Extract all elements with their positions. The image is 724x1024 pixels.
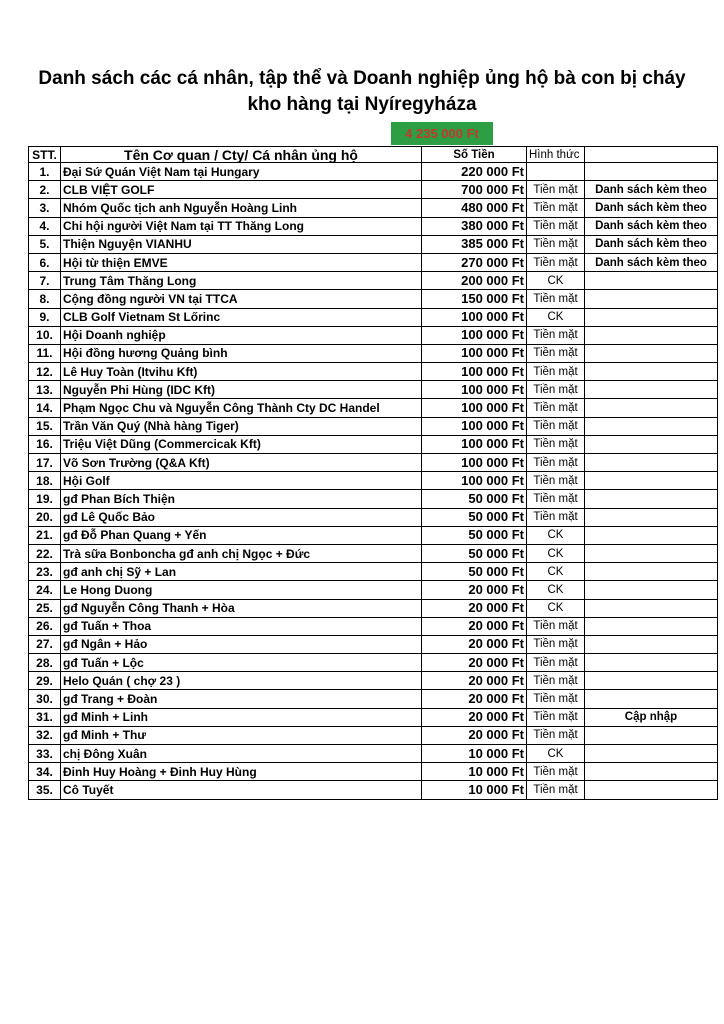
table-row (29, 235, 718, 253)
amount: 100 000 Ft (422, 399, 527, 417)
note (585, 490, 718, 508)
note (585, 599, 718, 617)
row-number: 1. (29, 163, 61, 181)
donor-name: gđ Nguyễn Công Thanh + Hòa (61, 599, 422, 617)
amount: 200 000 Ft (422, 272, 527, 290)
note (585, 654, 718, 672)
row-number: 15. (29, 417, 61, 435)
header-amount: Số Tiền (422, 147, 527, 163)
payment-method: Tiền mặt (527, 290, 585, 308)
table-row (29, 253, 718, 271)
note (585, 526, 718, 544)
table-row (29, 708, 718, 726)
note: Cập nhập (585, 708, 718, 726)
row-number: 5. (29, 235, 61, 253)
note (585, 399, 718, 417)
donor-name: gđ Minh + Thư (61, 726, 422, 744)
table-row (29, 617, 718, 635)
donor-name: Nguyễn Phi Hùng (IDC Kft) (61, 381, 422, 399)
table-row (29, 272, 718, 290)
table-row (29, 599, 718, 617)
total-amount: 4 235 000 Ft (391, 122, 493, 145)
amount: 100 000 Ft (422, 308, 527, 326)
donor-name: Helo Quán ( chợ 23 ) (61, 672, 422, 690)
row-number: 23. (29, 563, 61, 581)
table-row (29, 544, 718, 562)
payment-method: Tiền mặt (527, 654, 585, 672)
table-row (29, 490, 718, 508)
note (585, 435, 718, 453)
amount: 20 000 Ft (422, 635, 527, 653)
table-row (29, 454, 718, 472)
donor-name: Trung Tâm Thăng Long (61, 272, 422, 290)
row-number: 17. (29, 454, 61, 472)
table-row (29, 181, 718, 199)
payment-method: CK (527, 272, 585, 290)
amount: 100 000 Ft (422, 381, 527, 399)
note (585, 617, 718, 635)
payment-method: CK (527, 544, 585, 562)
row-number: 35. (29, 781, 61, 799)
donor-name: Hội từ thiện EMVE (61, 253, 422, 271)
payment-method: CK (527, 526, 585, 544)
payment-method: Tiền mặt (527, 781, 585, 799)
row-number: 32. (29, 726, 61, 744)
row-number: 10. (29, 326, 61, 344)
header-method: Hình thức (527, 147, 585, 163)
donor-name: chị Đông Xuân (61, 745, 422, 763)
payment-method: Tiền mặt (527, 381, 585, 399)
payment-method: Tiền mặt (527, 399, 585, 417)
note (585, 272, 718, 290)
donor-name: Trà sữa Bonboncha gđ anh chị Ngọc + Đức (61, 544, 422, 562)
payment-method: Tiền mặt (527, 253, 585, 271)
row-number: 9. (29, 308, 61, 326)
note (585, 363, 718, 381)
note (585, 454, 718, 472)
donor-name: Hội đồng hương Quảng bình (61, 344, 422, 362)
row-number: 21. (29, 526, 61, 544)
table-row (29, 635, 718, 653)
note (585, 690, 718, 708)
donor-name: Triệu Việt Dũng (Commercicak Kft) (61, 435, 422, 453)
row-number: 11. (29, 344, 61, 362)
table-row (29, 308, 718, 326)
row-number: 28. (29, 654, 61, 672)
row-number: 8. (29, 290, 61, 308)
donor-name: Đinh Huy Hoàng + Đinh Huy Hùng (61, 763, 422, 781)
note (585, 745, 718, 763)
amount: 20 000 Ft (422, 690, 527, 708)
row-number: 26. (29, 617, 61, 635)
payment-method: Tiền mặt (527, 635, 585, 653)
table-row (29, 508, 718, 526)
donor-name: Cộng đồng người VN tại TTCA (61, 290, 422, 308)
row-number: 19. (29, 490, 61, 508)
header-stt: STT. (29, 147, 61, 163)
note (585, 508, 718, 526)
donor-name: Phạm Ngọc Chu và Nguyễn Công Thành Cty DC Handel (61, 399, 422, 417)
donor-name: Trần Văn Quý (Nhà hàng Tiger) (61, 417, 422, 435)
payment-method: Tiền mặt (527, 417, 585, 435)
amount: 100 000 Ft (422, 454, 527, 472)
payment-method: Tiền mặt (527, 454, 585, 472)
donor-name: gđ Đỗ Phan Quang + Yến (61, 526, 422, 544)
table-row (29, 163, 718, 181)
amount: 270 000 Ft (422, 253, 527, 271)
payment-method: Tiền mặt (527, 672, 585, 690)
payment-method (527, 163, 585, 181)
amount: 100 000 Ft (422, 472, 527, 490)
amount: 50 000 Ft (422, 563, 527, 581)
note (585, 417, 718, 435)
payment-method: Tiền mặt (527, 344, 585, 362)
payment-method: Tiền mặt (527, 763, 585, 781)
table-header-row (29, 147, 718, 163)
donor-name: Đại Sứ Quán Việt Nam tại Hungary (61, 163, 422, 181)
donor-name: gđ Minh + Linh (61, 708, 422, 726)
payment-method: Tiền mặt (527, 326, 585, 344)
donor-name: gđ Ngân + Hảo (61, 635, 422, 653)
row-number: 30. (29, 690, 61, 708)
payment-method: Tiền mặt (527, 708, 585, 726)
table-row (29, 399, 718, 417)
header-note (585, 147, 718, 163)
note: Danh sách kèm theo (585, 235, 718, 253)
amount: 50 000 Ft (422, 526, 527, 544)
donor-name: CLB Golf Vietnam St Lőrinc (61, 308, 422, 326)
amount: 220 000 Ft (422, 163, 527, 181)
title-line-2: kho hàng tại Nyíregyháza (247, 94, 477, 115)
title-line-1: Danh sách các cá nhân, tập thể và Doanh nghiệp ủng hộ bà con bị cháy (38, 68, 686, 89)
row-number: 4. (29, 217, 61, 235)
donor-name: Hội Golf (61, 472, 422, 490)
table-row (29, 563, 718, 581)
donor-name: Cô Tuyết (61, 781, 422, 799)
row-number: 34. (29, 763, 61, 781)
payment-method: CK (527, 563, 585, 581)
amount: 50 000 Ft (422, 490, 527, 508)
amount: 480 000 Ft (422, 199, 527, 217)
amount: 100 000 Ft (422, 363, 527, 381)
row-number: 6. (29, 253, 61, 271)
amount: 20 000 Ft (422, 654, 527, 672)
table-row (29, 381, 718, 399)
note (585, 763, 718, 781)
donor-name: gđ Tuấn + Lộc (61, 654, 422, 672)
amount: 100 000 Ft (422, 417, 527, 435)
donor-name: gđ Lê Quốc Bảo (61, 508, 422, 526)
table-row (29, 654, 718, 672)
donor-name: Lê Huy Toàn (Itvihu Kft) (61, 363, 422, 381)
row-number: 7. (29, 272, 61, 290)
donor-name: Nhóm Quốc tịch anh Nguyễn Hoàng Linh (61, 199, 422, 217)
payment-method: Tiền mặt (527, 363, 585, 381)
row-number: 14. (29, 399, 61, 417)
table-row (29, 472, 718, 490)
note (585, 163, 718, 181)
row-number: 22. (29, 544, 61, 562)
row-number: 31. (29, 708, 61, 726)
note (585, 563, 718, 581)
row-number: 2. (29, 181, 61, 199)
payment-method: Tiền mặt (527, 235, 585, 253)
table-row (29, 526, 718, 544)
table-row (29, 745, 718, 763)
row-number: 33. (29, 745, 61, 763)
table-row (29, 217, 718, 235)
note (585, 635, 718, 653)
row-number: 12. (29, 363, 61, 381)
table-row (29, 690, 718, 708)
note: Danh sách kèm theo (585, 217, 718, 235)
note (585, 472, 718, 490)
row-number: 29. (29, 672, 61, 690)
header-name: Tên Cơ quan / Cty/ Cá nhân ủng hộ (61, 147, 422, 163)
note (585, 726, 718, 744)
donor-name: Hội Doanh nghiệp (61, 326, 422, 344)
table-row (29, 435, 718, 453)
note (585, 672, 718, 690)
donor-name: gđ Tuấn + Thoa (61, 617, 422, 635)
payment-method: CK (527, 599, 585, 617)
note (585, 290, 718, 308)
amount: 20 000 Ft (422, 599, 527, 617)
amount: 20 000 Ft (422, 708, 527, 726)
note (585, 581, 718, 599)
donor-name: Thiện Nguyện VIANHU (61, 235, 422, 253)
amount: 100 000 Ft (422, 344, 527, 362)
note (585, 326, 718, 344)
donor-table (28, 146, 718, 800)
payment-method: Tiền mặt (527, 472, 585, 490)
amount: 20 000 Ft (422, 581, 527, 599)
row-number: 27. (29, 635, 61, 653)
note (585, 544, 718, 562)
note (585, 308, 718, 326)
row-number: 24. (29, 581, 61, 599)
donor-name: gđ anh chị Sỹ + Lan (61, 563, 422, 581)
row-number: 25. (29, 599, 61, 617)
amount: 100 000 Ft (422, 435, 527, 453)
note: Danh sách kèm theo (585, 253, 718, 271)
note: Danh sách kèm theo (585, 181, 718, 199)
table-row (29, 363, 718, 381)
payment-method: CK (527, 745, 585, 763)
table-row (29, 581, 718, 599)
donor-name: Le Hong Duong (61, 581, 422, 599)
amount: 50 000 Ft (422, 544, 527, 562)
amount: 20 000 Ft (422, 672, 527, 690)
donor-name: gđ Trang + Đoàn (61, 690, 422, 708)
amount: 150 000 Ft (422, 290, 527, 308)
note: Danh sách kèm theo (585, 199, 718, 217)
payment-method: Tiền mặt (527, 435, 585, 453)
row-number: 20. (29, 508, 61, 526)
table-row (29, 344, 718, 362)
table-row (29, 290, 718, 308)
payment-method: Tiền mặt (527, 181, 585, 199)
table-row (29, 417, 718, 435)
table-row (29, 672, 718, 690)
row-number: 13. (29, 381, 61, 399)
donor-name: Chi hội người Việt Nam tại TT Thăng Long (61, 217, 422, 235)
row-number: 3. (29, 199, 61, 217)
donor-name: CLB VIỆT GOLF (61, 181, 422, 199)
amount: 100 000 Ft (422, 326, 527, 344)
payment-method: Tiền mặt (527, 508, 585, 526)
amount: 20 000 Ft (422, 726, 527, 744)
amount: 50 000 Ft (422, 508, 527, 526)
amount: 10 000 Ft (422, 763, 527, 781)
payment-method: CK (527, 581, 585, 599)
amount: 700 000 Ft (422, 181, 527, 199)
payment-method: Tiền mặt (527, 726, 585, 744)
note (585, 344, 718, 362)
amount: 385 000 Ft (422, 235, 527, 253)
table-row (29, 726, 718, 744)
page-title (0, 66, 724, 118)
row-number: 16. (29, 435, 61, 453)
amount: 10 000 Ft (422, 781, 527, 799)
payment-method: Tiền mặt (527, 199, 585, 217)
donor-name: gđ Phan Bích Thiện (61, 490, 422, 508)
row-number: 18. (29, 472, 61, 490)
table-row (29, 763, 718, 781)
payment-method: Tiền mặt (527, 617, 585, 635)
donor-name: Võ Sơn Trường (Q&A Kft) (61, 454, 422, 472)
amount: 20 000 Ft (422, 617, 527, 635)
payment-method: Tiền mặt (527, 690, 585, 708)
payment-method: Tiền mặt (527, 217, 585, 235)
note (585, 381, 718, 399)
table-row (29, 199, 718, 217)
payment-method: Tiền mặt (527, 490, 585, 508)
payment-method: CK (527, 308, 585, 326)
table-row (29, 781, 718, 799)
note (585, 781, 718, 799)
amount: 380 000 Ft (422, 217, 527, 235)
amount: 10 000 Ft (422, 745, 527, 763)
table-row (29, 326, 718, 344)
